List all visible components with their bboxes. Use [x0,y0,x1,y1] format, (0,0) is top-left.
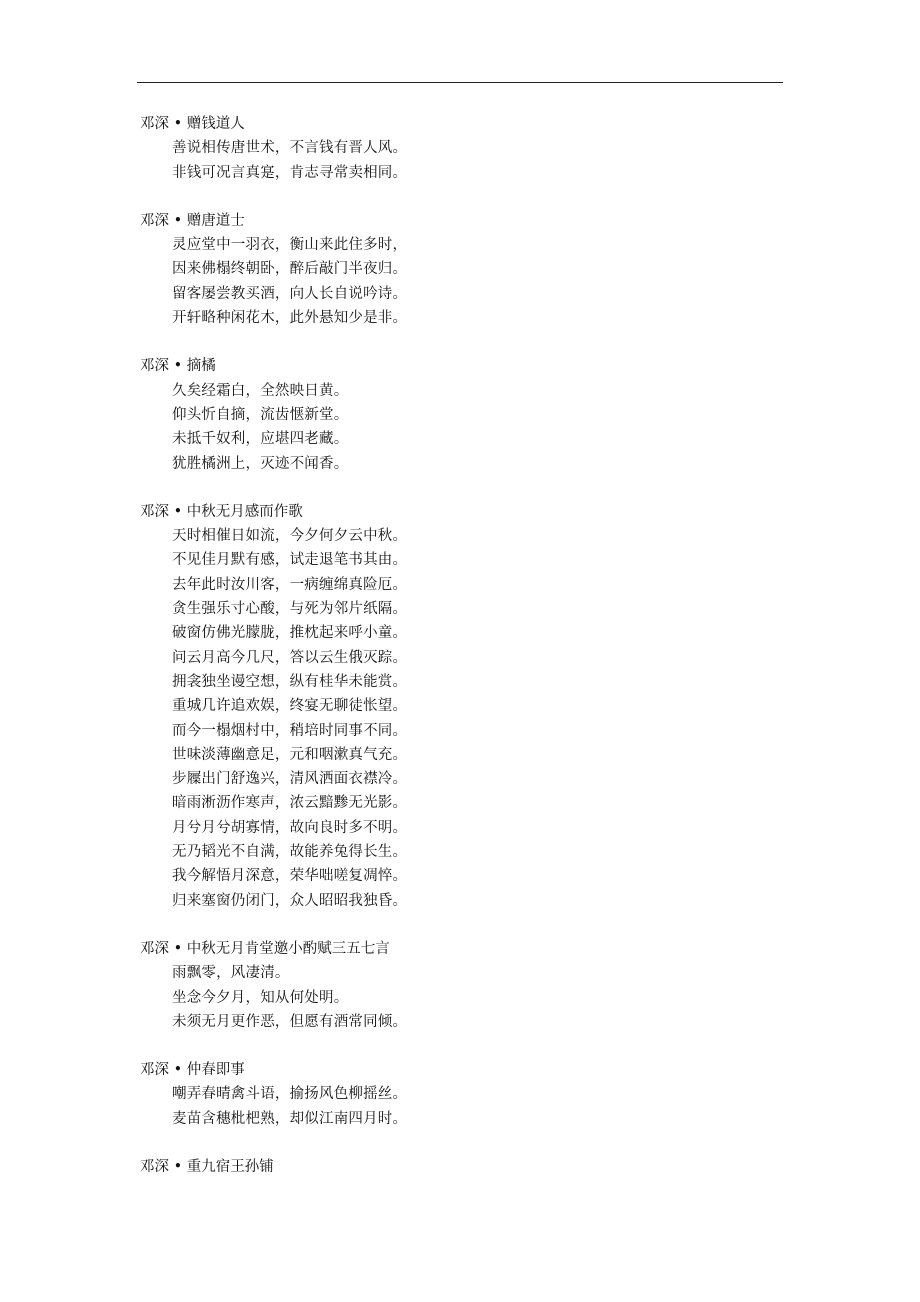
poem-line: 世味淡薄幽意足，元和咽漱真气充。 [172,746,408,763]
poem-line: 坐念今夕月，知从何处明。 [172,989,349,1006]
poem-line: 重城几许追欢娱，终宴无聊徒怅望。 [172,698,408,715]
poem-line: 不见佳月默有感，试走退笔书其由。 [172,552,408,569]
poem-line: 开轩略种闲花木，此外悬知少是非。 [172,310,408,327]
poem-line: 而今一榻烟村中，稍培时同事不同。 [172,722,408,739]
poem-4 [140,500,780,913]
poem-line: 归来塞窗仍闭门，众人昭昭我独昏。 [172,892,408,909]
poem-line: 步屧出门舒逸兴，清风洒面衣襟冷。 [172,771,408,788]
poem-title: 邓深 • 赠钱道人 [140,116,245,132]
poem-line: 麦苗含穗枇杷熟，却似江南四月时。 [172,1110,408,1127]
poem-line: 灵应堂中一羽衣，衡山来此住多时， [172,237,408,254]
poem-line: 雨飘零，风凄清。 [172,965,290,982]
poem-title: 邓深 • 摘橘 [140,358,216,375]
poem-title: 邓深 • 重九宿王孙铺 [140,1158,274,1175]
poem-line: 问云月高今几尺，答以云生俄灭踪。 [172,649,408,666]
poem-1 [140,112,780,185]
poem-line: 非钱可况言真寔，肯志寻常卖相同。 [172,164,408,181]
poem-line: 善说相传唐世术，不言钱有晋人风。 [172,140,408,157]
poem-title: 邓深 • 中秋无月感而作歌 [140,503,303,520]
poem-title: 邓深 • 中秋无月肯堂邀小酌赋三五七言 [140,940,390,957]
poem-line: 破窗仿佛光朦胧，推枕起来呼小童。 [172,625,408,642]
poem-title: 邓深 • 仲春即事 [140,1062,245,1079]
poem-line: 久矣经霜白，全然映日黄。 [172,382,349,399]
poem-3 [140,354,780,475]
poem-title: 邓深 • 赠唐道士 [140,212,245,229]
poem-line: 天时相催日如流，今夕何夕云中秋。 [172,528,408,545]
poem-line: 我今解悟月深意，荣华咄嗟复凋悴。 [172,868,408,885]
poem-line: 未须无月更作恶，但愿有酒常同倾。 [172,1013,408,1030]
poem-line: 未抵千奴利，应堪四老藏。 [172,431,349,448]
poem-5 [140,937,780,1034]
poem-line: 去年此时汝川客，一病缠绵真险厄。 [172,576,408,593]
poem-list [140,112,780,1203]
poem-line: 贪生强乐寸心酸，与死为邻片纸隔。 [172,601,408,618]
poem-line: 嘲弄春晴禽斗语，揄扬风色柳摇丝。 [172,1086,408,1103]
header-rule [137,82,783,83]
poem-line: 无乃韬光不自满，故能养兔得长生。 [172,844,408,861]
poem-line: 犹胜橘洲上，灭迹不闻香。 [172,455,349,472]
poem-line: 暗雨淅沥作寒声，浓云黯黪无光影。 [172,795,408,812]
poem-line: 仰头忻自摘，流齿惬新堂。 [172,406,349,423]
poem-6 [140,1058,780,1131]
poem-line: 拥衾独坐谩空想，纵有桂华未能赏。 [172,673,408,690]
poem-7 [140,1155,780,1179]
poem-2 [140,209,780,330]
poem-line: 留客屡尝教买酒，向人长自说吟诗。 [172,285,408,302]
poem-line: 因来佛榻终朝卧，醉后敲门半夜归。 [172,261,408,278]
poem-line: 月兮月兮胡寡情，故向良时多不明。 [172,819,408,836]
